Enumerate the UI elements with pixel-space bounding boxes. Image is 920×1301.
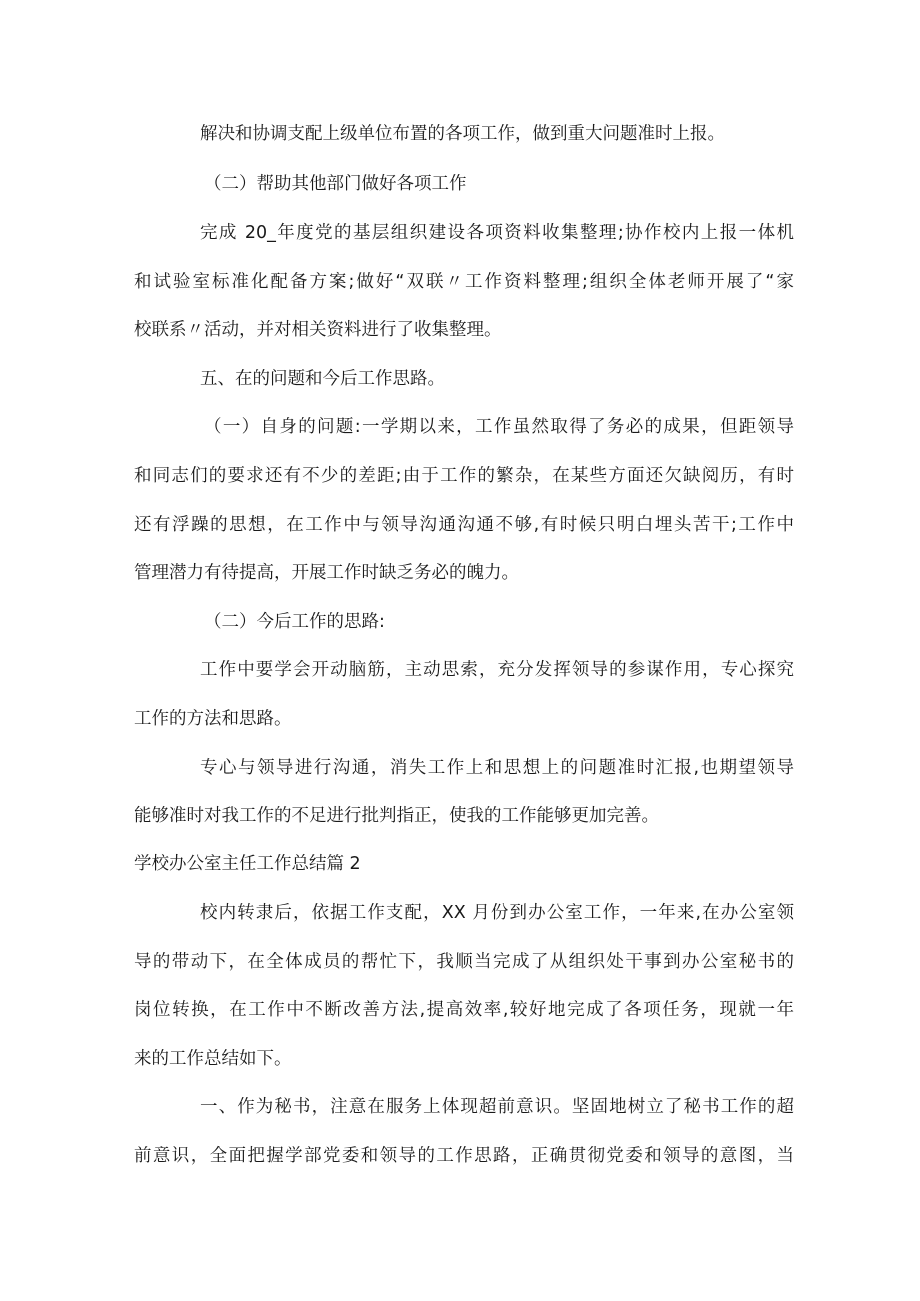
section-heading: 五、在的问题和今后工作思路。 [200,369,445,389]
paragraph-line: 能够准时对我工作的不足进行批判指正，使我的工作能够更加完善。 [134,806,659,826]
paragraph-line: 工作的方法和思路。 [134,709,292,729]
paragraph-line: 导的带动下，在全体成员的帮忙下，我顺当完成了从组织处干事到办公室秘书的 [134,952,794,972]
paragraph-line: 和试验室标准化配备方案;做好“双联〃工作资料整理;组织全体老师开展了“家 [134,272,794,292]
paragraph-line: 管理潜力有待提高，开展工作时缺乏务必的魄力。 [134,563,519,583]
paragraph-line: 和同志们的要求还有不少的差距;由于工作的繁杂，在某些方面还欠缺阅历，有时 [134,466,794,486]
paragraph-line: 校内转隶后，依据工作支配，XX 月份到办公室工作，一年来,在办公室领 [200,903,794,923]
paragraph-line: 还有浮躁的思想，在工作中与领导沟通沟通不够,有时候只明白埋头苦干;工作中 [134,515,794,535]
paragraph-line: 前意识，全面把握学部党委和领导的工作思路，正确贯彻党委和领导的意图，当 [134,1146,794,1166]
paragraph-line: 完成 20_年度党的基层组织建设各项资料收集整理;协作校内上报一体机 [200,223,794,243]
paragraph-line: 校联系〃活动，并对相关资料进行了收集整理。 [134,320,502,340]
paragraph-line: 来的工作总结如下。 [134,1049,292,1069]
paragraph-line: （一）自身的问题:一学期以来，工作虽然取得了务必的成果，但距领导 [204,417,794,437]
paragraph-line: 解决和协调支配上级单位布置的各项工作，做到重大问题准时上报。 [200,124,725,144]
section-subheading: （二）帮助其他部门做好各项工作 [204,174,467,194]
paragraph-line: 一、作为秘书，注意在服务上体现超前意识。坚固地树立了秘书工作的超 [200,1097,794,1117]
paragraph-line: 岗位转换，在工作中不断改善方法,提高效率,较好地完成了各项任务，现就一年 [134,1000,794,1020]
paragraph-line: 专心与领导进行沟通，消失工作上和思想上的问题准时汇报,也期望领导 [200,758,794,778]
section-subheading: （二）今后工作的思路: [204,612,385,632]
article-title: 学校办公室主任工作总结篇 2 [134,854,361,874]
paragraph-line: 工作中要学会开动脑筋，主动思索，充分发挥领导的参谋作用，专心探究 [200,660,794,680]
